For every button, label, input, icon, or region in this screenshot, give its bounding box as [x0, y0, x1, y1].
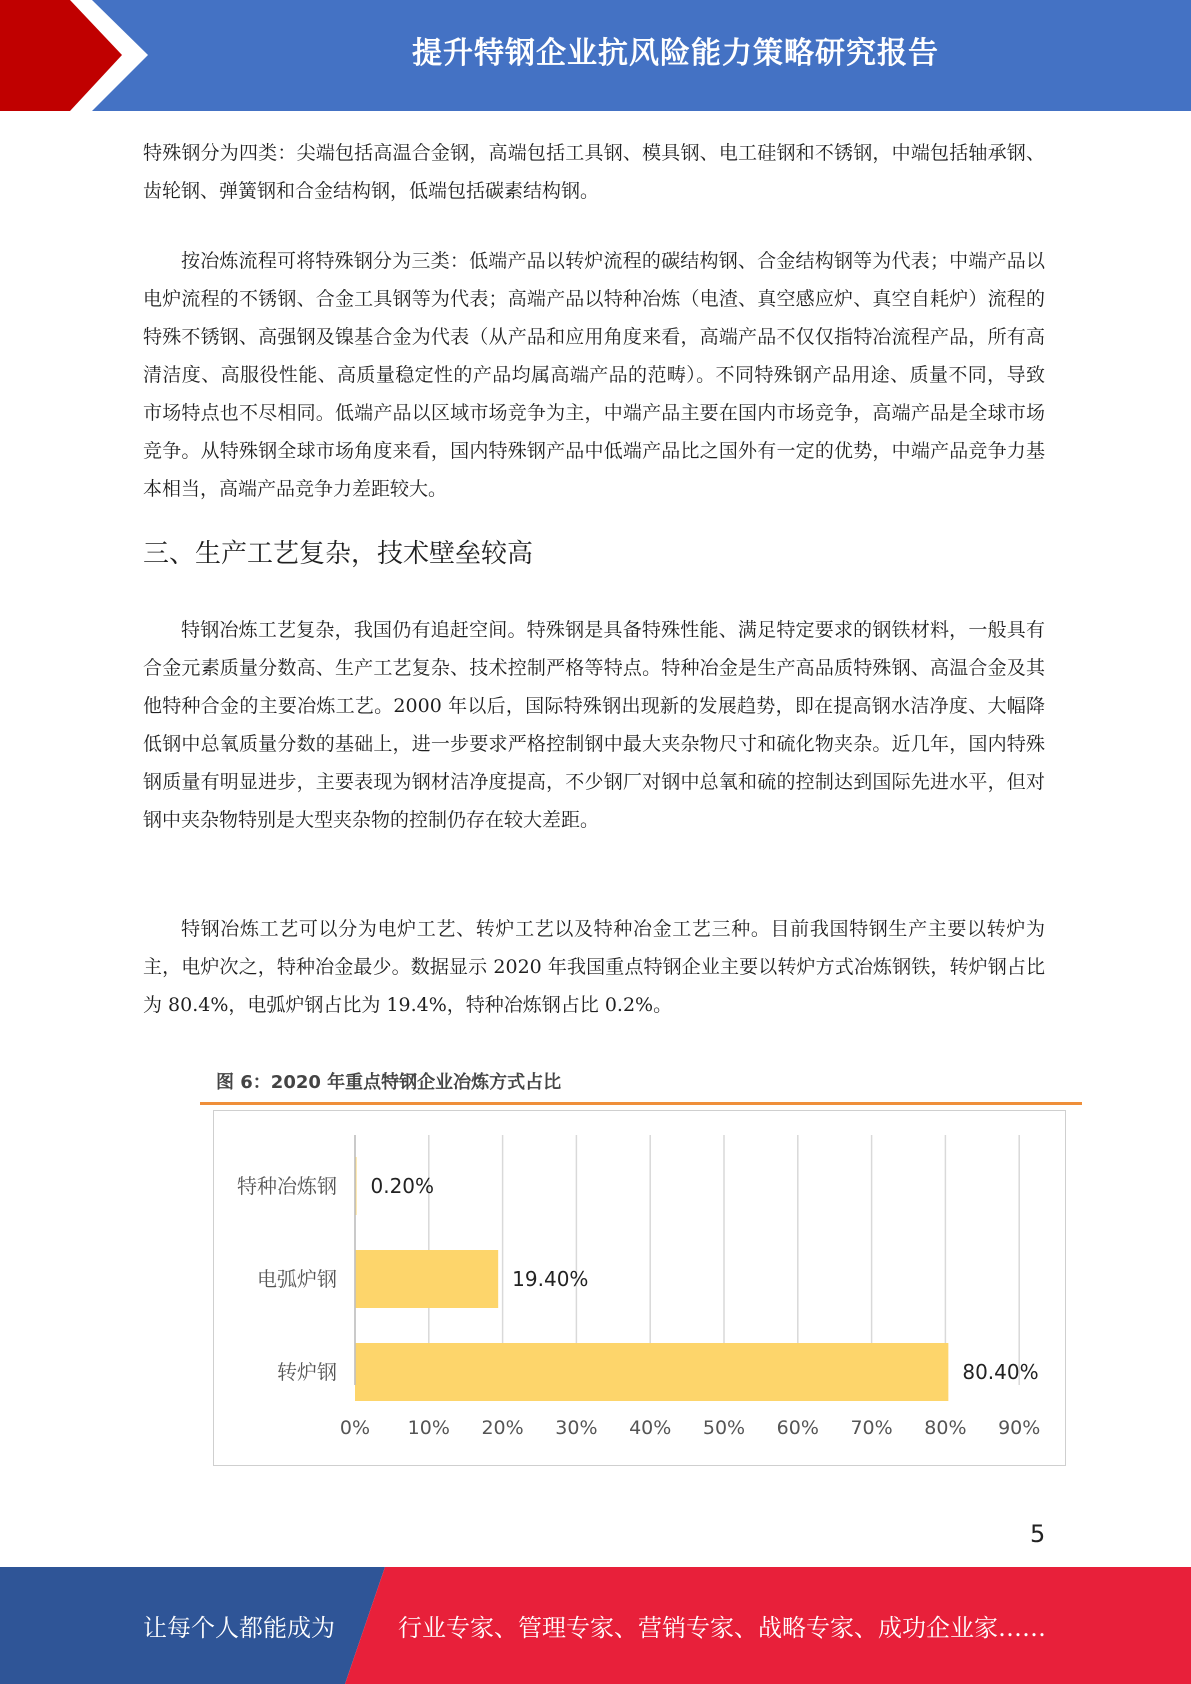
- x-tick-label: 0%: [339, 1417, 371, 1439]
- footer-slogan-left: 让每个人都能成为: [143, 1614, 335, 1642]
- footer-slogan-right: 行业专家、管理专家、营销专家、战略专家、成功企业家……: [398, 1614, 1046, 1642]
- report-title: 提升特钢企业抗风险能力策略研究报告: [412, 36, 939, 71]
- page-header: [0, 0, 1191, 111]
- paragraph-smelting-process: 按冶炼流程可将特殊钢分为三类：低端产品以转炉流程的碳结构钢、合金结构钢等为代表；中端产品以电炉流程的不锈钢、合金工具钢等为代表；高端产品以特种冶炼（电渣、真空感应炉、真空自耗炉）流程的特殊不锈钢、高强钢及镍基合金为代表（从产品和应用角度来看，高端产品不仅仅指特冶流程产品，所有高清洁度、高服役性能、高质量稳定性的产品均属高端产品的范畴）。不同特殊钢产品用途、质量不同，导致市场特点也不尽相同。低端产品以区域市场竞争为主，中端产品主要在国内市场竞争，高端产品是全球市场竞争。从特殊钢全球市场角度来看，国内特殊钢产品中低端产品比之国外有一定的优势，中端产品竞争力基本相当，高端产品竞争力差距较大。: [143, 250, 1045, 500]
- figure-title-rule: [200, 1102, 1082, 1105]
- page-footer: [0, 1567, 1191, 1684]
- x-tick-label: 20%: [481, 1417, 524, 1439]
- figure-6: [200, 1056, 1082, 1470]
- x-tick-label: 40%: [629, 1417, 672, 1439]
- x-tick-label: 50%: [702, 1417, 746, 1439]
- figure-title: 图 6：2020 年重点特钢企业冶炼方式占比: [216, 1072, 562, 1093]
- chart-frame: [213, 1110, 1066, 1466]
- bar-chart: [214, 1111, 1064, 1464]
- data-label: 19.40%: [512, 1267, 589, 1291]
- header-arrow-graphic: [0, 0, 170, 111]
- category-label: 电弧炉钢: [257, 1267, 337, 1291]
- x-tick-label: 80%: [924, 1417, 967, 1439]
- bar: [355, 1250, 498, 1308]
- category-label: 特种冶炼钢: [237, 1174, 337, 1198]
- paragraph-process-complexity: 特钢冶炼工艺复杂，我国仍有追赶空间。特殊钢是具备特殊性能、满足特定要求的钢铁材料，一般具有合金元素质量分数高、生产工艺复杂、技术控制严格等特点。特种冶金是生产高品质特殊钢、高温合金及其他特种合金的主要冶炼工艺。2000 年以后，国际特殊钢出现新的发展趋势，即在提高钢水洁净度、大幅降低钢中总氧质量分数的基础上，进一步要求严格控制钢中最大夹杂物尺寸和硫化物夹杂。近几年，国内特殊钢质量有明显进步，主要表现为钢材洁净度提高，不少钢厂对钢中总氧和硫的控制达到国际先进水平，但对钢中夹杂物特别是大型夹杂物的控制仍存在较大差距。: [143, 619, 1045, 831]
- x-tick-label: 10%: [407, 1417, 450, 1439]
- category-label: 转炉钢: [277, 1360, 337, 1384]
- paragraph-steel-classes: 特殊钢分为四类：尖端包括高温合金钢，高端包括工具钢、模具钢、电工硅钢和不锈钢，中端包括轴承钢、齿轮钢、弹簧钢和合金结构钢，低端包括碳素结构钢。: [143, 142, 1045, 202]
- paragraph-process-share: 特钢冶炼工艺可以分为电炉工艺、转炉工艺以及特种冶金工艺三种。目前我国特钢生产主要以转炉为主，电炉次之，特种冶金最少。数据显示 2020 年我国重点特钢企业主要以转炉方式冶炼钢铁，转炉钢占比为 80.4%，电弧炉钢占比为 19.4%，特种冶炼钢占比 0.2%。: [143, 918, 1045, 1016]
- section-heading: 三、生产工艺复杂，技术壁垒较高: [143, 539, 534, 569]
- data-label: 80.40%: [962, 1360, 1039, 1384]
- x-tick-label: 30%: [555, 1417, 598, 1439]
- x-tick-label: 90%: [998, 1417, 1041, 1439]
- data-label: 0.20%: [370, 1174, 435, 1198]
- x-tick-label: 60%: [776, 1417, 819, 1439]
- x-tick-label: 70%: [850, 1417, 893, 1439]
- page-number: 5: [1030, 1520, 1046, 1548]
- bar: [355, 1343, 948, 1401]
